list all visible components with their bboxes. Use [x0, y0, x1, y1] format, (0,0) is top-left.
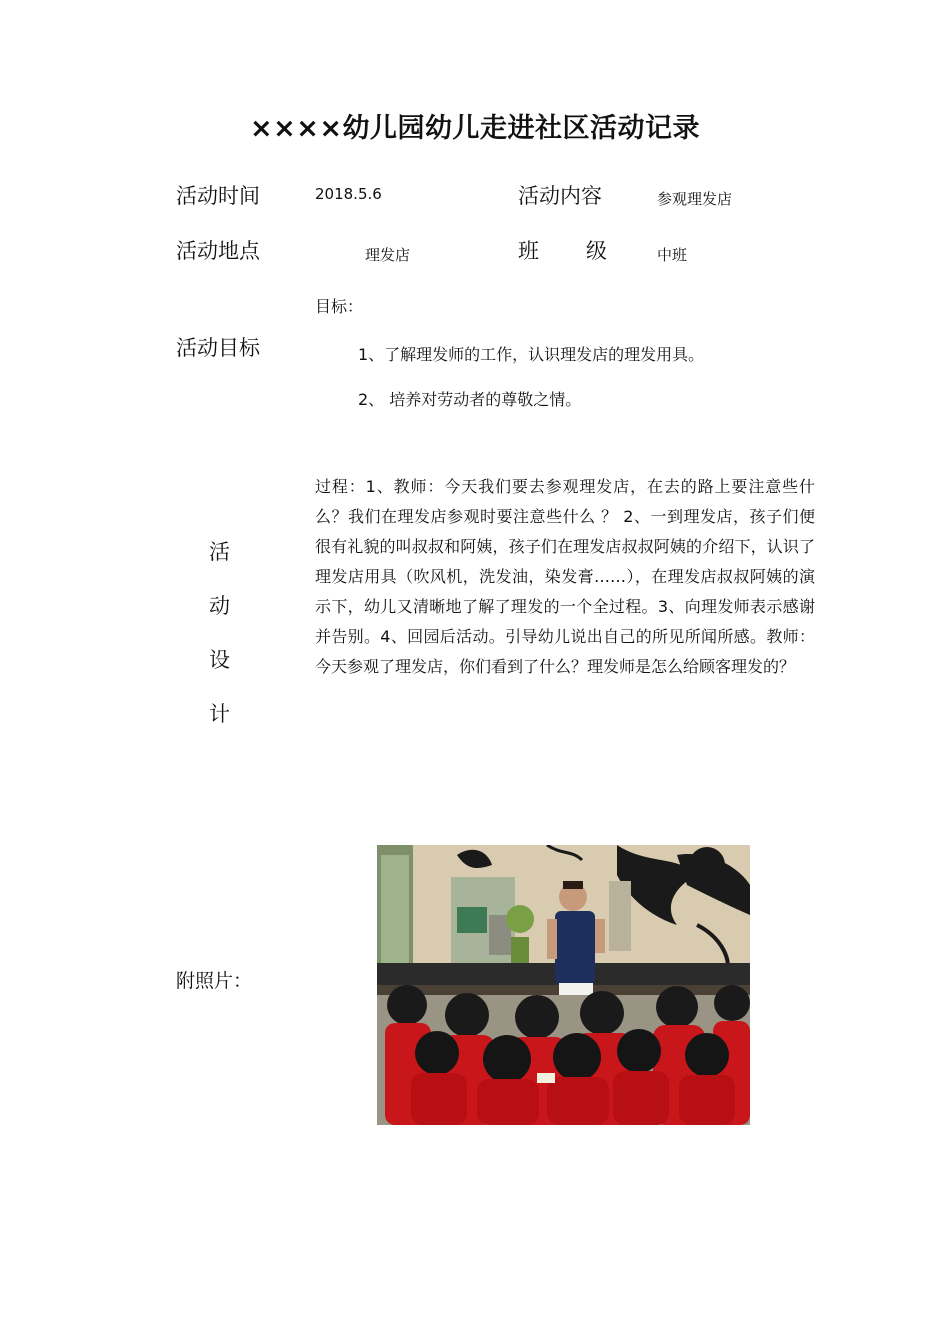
place-label: 活动地点	[176, 239, 260, 263]
time-label: 活动时间	[176, 184, 260, 208]
content-value: 参观理发店	[657, 190, 733, 208]
design-label-char-4: 计	[209, 702, 230, 726]
photo-illustration	[377, 845, 750, 1125]
page-title: ××××幼儿园幼儿走进社区活动记录	[250, 113, 700, 144]
content-label: 活动内容	[518, 184, 602, 208]
goals-label: 活动目标	[176, 336, 260, 360]
design-process-text: 过程：1、教师：今天我们要去参观理发店，在去的路上要注意些什么？我们在理发店参观时要注意些什么 ？ 2、一到理发店，孩子们便很有礼貌的叫叔叔和阿姨，孩子们在理发店叔叔阿姨的介绍下，认识了理发店用具（吹风机，洗发油，染发膏……），在理发店叔叔阿姨的演示下，幼儿又清晰地了解了理发的一个全过程。3、向理发师表示感谢并告别。4、回园后活动。引导幼儿说出自己的所见所闻所感。教师：今天参观了理发店，你们看到了什么？理发师是怎么给顾客理发的？	[315, 477, 815, 676]
design-label-char-3: 设	[209, 648, 230, 672]
design-label-char-1: 活	[209, 540, 230, 564]
activity-photo	[377, 845, 750, 1125]
class-label-first-char: 班	[518, 239, 539, 263]
time-value: 2018.5.6	[315, 185, 382, 203]
goals-heading: 目标：	[315, 297, 364, 316]
class-label-second-char: 级	[586, 239, 607, 263]
goal-item-1: 1、了解理发师的工作，认识理发店的理发用具。	[358, 345, 705, 364]
place-value: 理发店	[365, 246, 411, 264]
goal-item-2: 2、 培养对劳动者的尊敬之情。	[358, 390, 582, 409]
photo-label: 附照片：	[176, 970, 253, 992]
class-value: 中班	[657, 246, 688, 264]
design-label-char-2: 动	[209, 594, 230, 618]
